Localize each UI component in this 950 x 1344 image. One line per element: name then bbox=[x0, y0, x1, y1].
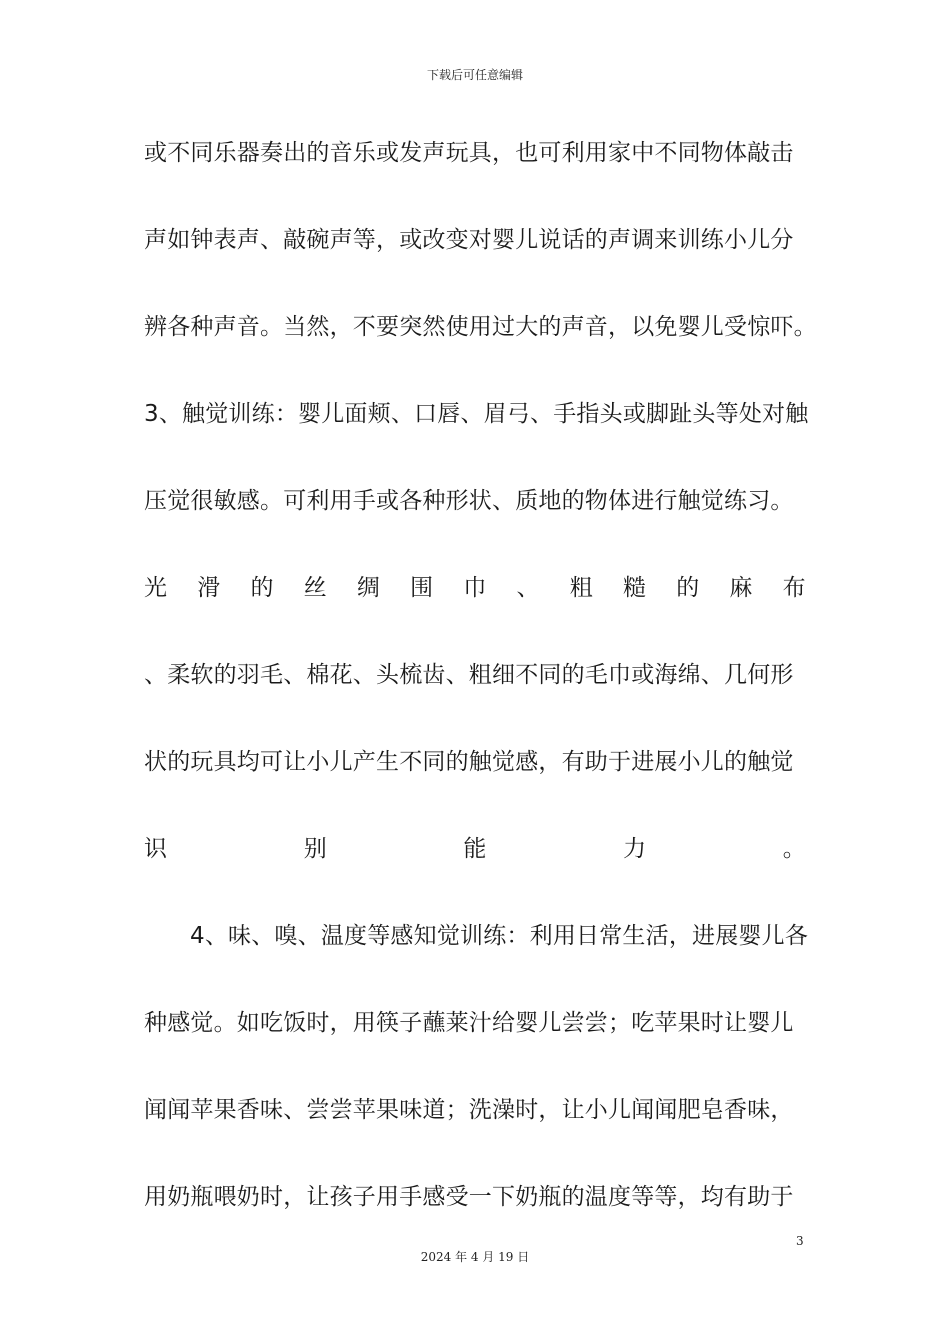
justified-char: 能 bbox=[463, 836, 487, 862]
justified-char: 丝 bbox=[303, 575, 327, 601]
paragraph-line: 、柔软的羽毛、棉花、头梳齿、粗细不同的毛巾或海绵、几何形 bbox=[144, 662, 794, 688]
paragraph-line: 4、味、嗅、温度等感知觉训练：利用日常生活，进展婴儿各 bbox=[190, 923, 809, 949]
justified-char: 糙 bbox=[622, 575, 647, 601]
justified-char: 围 bbox=[410, 575, 434, 601]
justified-char: 别 bbox=[303, 836, 327, 862]
paragraph-line: 用奶瓶喂奶时，让孩子用手感受一下奶瓶的温度等等，均有助于 bbox=[144, 1184, 794, 1210]
justified-char: 麻 bbox=[729, 575, 753, 601]
paragraph-line: 或不同乐器奏出的音乐或发声玩具，也可利用家中不同物体敲击 bbox=[144, 140, 794, 166]
justified-line bbox=[144, 573, 806, 603]
footer-date: 2024 年 4 月 19 日 bbox=[420, 1250, 530, 1264]
paragraph-line: 辨各种声音。当然，不要突然使用过大的声音，以免婴儿受惊吓。 bbox=[144, 314, 817, 340]
justified-char: 的 bbox=[250, 575, 274, 601]
justified-char: 绸 bbox=[356, 575, 381, 601]
justified-char: 识 bbox=[144, 836, 168, 862]
page-header: 下载后可任意编辑 bbox=[426, 68, 523, 82]
justified-char: 巾 bbox=[463, 575, 487, 601]
justified-char: 粗 bbox=[569, 575, 593, 601]
justified-char: 力 bbox=[623, 836, 647, 862]
paragraph-line: 闻闻苹果香味、尝尝苹果味道；洗澡时，让小儿闻闻肥皂香味， bbox=[144, 1097, 794, 1123]
justified-char: 光 bbox=[144, 575, 168, 601]
justified-line bbox=[144, 834, 806, 864]
page-number: 3 bbox=[796, 1234, 804, 1248]
paragraph-line: 种感觉。如吃饭时，用筷子蘸莱汁给婴儿尝尝；吃苹果时让婴儿 bbox=[144, 1010, 794, 1036]
paragraph-line: 压觉很敏感。可利用手或各种形状、质地的物体进行触觉练习。 bbox=[144, 488, 794, 514]
paragraph-line: 声如钟表声、敲碗声等，或改变对婴儿说话的声调来训练小儿分 bbox=[144, 227, 794, 253]
justified-char: 、 bbox=[516, 575, 540, 601]
justified-char: 的 bbox=[676, 575, 700, 601]
paragraph-line: 状的玩具均可让小儿产生不同的触觉感，有助于进展小儿的触觉 bbox=[144, 749, 794, 775]
justified-char: 。 bbox=[782, 836, 806, 862]
paragraph-line: 3、触觉训练：婴儿面颊、口唇、眉弓、手指头或脚趾头等处对触 bbox=[144, 401, 809, 427]
justified-char: 布 bbox=[782, 575, 806, 601]
justified-char: 滑 bbox=[197, 575, 221, 601]
